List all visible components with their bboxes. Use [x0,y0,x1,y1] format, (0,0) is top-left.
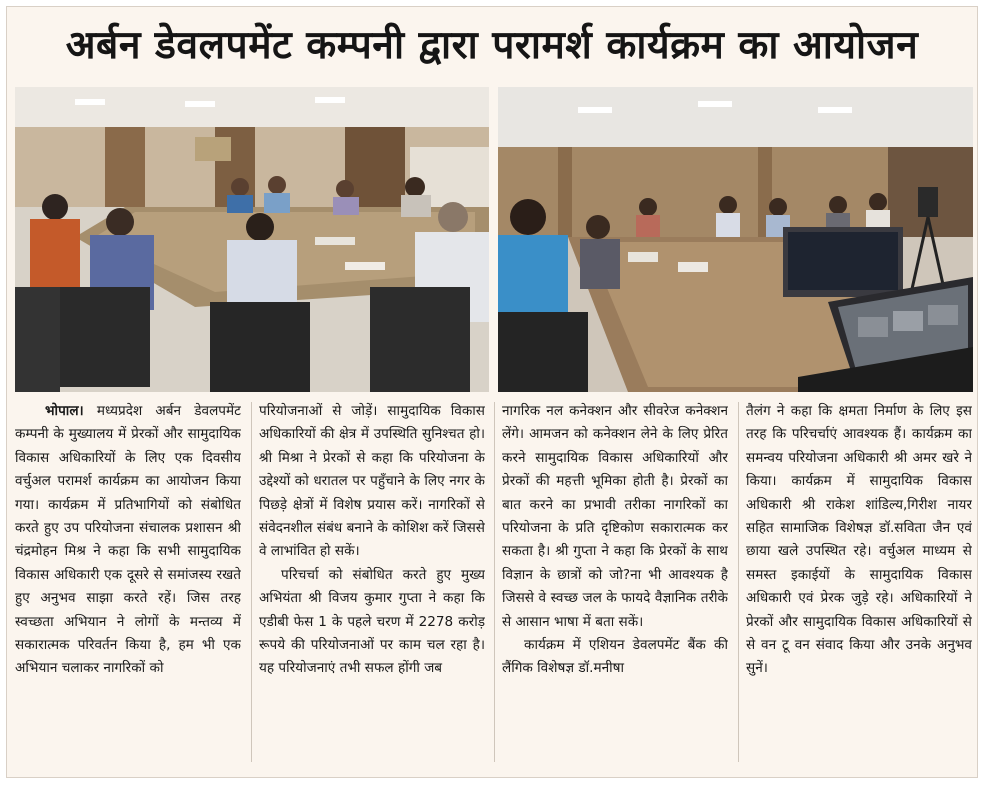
article-column-1 [15,400,241,772]
article-paragraph: परिचर्चा को संबोधित करते हुए मुख्य अभियंता श्री विजय कुमार गुप्ता ने कहा कि एडीबी फेस 1 के पहले चरण में 2278 करोड़ रूपये की परियोजनाओं पर काम चल रहा है। यह परियोजनाएं तभी सफल होंगी जब [259,566,485,677]
video-conference-photo-icon [498,87,973,392]
article-paragraph [15,400,241,681]
article-paragraph: तैलंग ने कहा कि क्षमता निर्माण के लिए इस तरह कि परिचर्चाएं आवश्यक हैं। कार्यक्रम का समन्वय परियोजना अधिकारी श्री अमर खरे ने किया। कार्यक्रम में सामुदायिक विकास अधिकारी श्री राकेश शांडिल्य,गिरीश नायर सहित सामाजिक विशेषज्ञ डॉ.सविता जैन एवं छाया खले उपस्थित रहे। वर्चुअल माध्यम से समस्त इकाईयों के सामुदायिक विकास अधिकारी एवं प्रेरक जुड़े रहे। अधिकारियों ने प्रेरकों और सामुदायिक विकास अधिकारियों से से वन टू वन संवाद किया और उनके अनुभव सुनें। [746,403,972,677]
meeting-room-photo [15,87,489,392]
column-divider [251,402,252,762]
headline: अर्बन डेवलपमेंट कम्पनी द्वारा परामर्श कार्यक्रम का आयोजन [65,23,919,68]
column-divider [738,402,739,762]
news-clipping [6,6,978,778]
column-divider [494,402,495,762]
paragraph-text: मध्यप्रदेश अर्बन डेवलपमेंट कम्पनी के मुख्यालय में प्रेरकों और सामुदायिक विकास अधिकारियों के लिए एक दिवसीय वर्चुअल परामर्श कार्यक्रम का आयोजन किया गया। कार्यक्रम में प्रतिभागियों को संबोधित करते हुए उप परियोजना संचालक प्रशासन श्री चंद्रमोहन मिश्र ने कहा कि सभी सामुदायिक विकास अधिकारी एक दूसरे से समांजस्य रखते हुए अनुभव साझा करते रहें। जिस तरह स्वच्छता अभियान ने लोगों के मन्तव्य में सकारात्मक परिवर्तन किया है, हम भी एक अभियान चलाकर नागरिकों को [15,403,241,677]
article-column-4 [746,400,972,772]
article-paragraph: नागरिक नल कनेक्शन और सीवरेज कनेक्शन लेंगे। आमजन को कनेक्शन लेने के लिए प्रेरित करने सामुदायिक विकास अधिकारियों और प्रेरकों की महत्ती भूमिका होती है। प्रेरकों का बात करने का प्रभावी तरीका नागरिकों का परियोजना के प्रति दृष्टिकोण सकारात्मक कर सकता है। श्री गुप्ता ने कहा कि प्रेरकों के साथ विज्ञान के छात्रों को जो?ना भी आवश्यक है जिससे वे स्वच्छ जल के फायदे वैज्ञानिक तरीके से आसान भाषा में बता सकें। [502,403,728,630]
video-conference-photo [498,87,973,392]
dateline: भोपाल। [45,403,84,419]
article-column-2 [259,400,485,772]
article-column-3 [502,400,728,772]
article-paragraph: कार्यक्रम में एशियन डेवलपमेंट बैंक की लैंगिक विशेषज्ञ डॉ.मनीषा [502,637,728,677]
article-paragraph: परियोजनाओं से जोड़ें। सामुदायिक विकास अधिकारियों की क्षेत्र में उपस्थिति सुनिश्चत हो। श्री मिश्रा ने प्रेरकों से कहा कि परियोजना के उद्देश्यों को धरातल पर पहुँचाने के लिए नगर के पिछड़े क्षेत्रों में विशेष प्रयास करें। नागरिकों से संवेदनशील संबंध बनाने के कोशिश करें जिससे वे लाभांवित हो सकें। [259,403,485,560]
meeting-room-photo-icon [15,87,489,392]
